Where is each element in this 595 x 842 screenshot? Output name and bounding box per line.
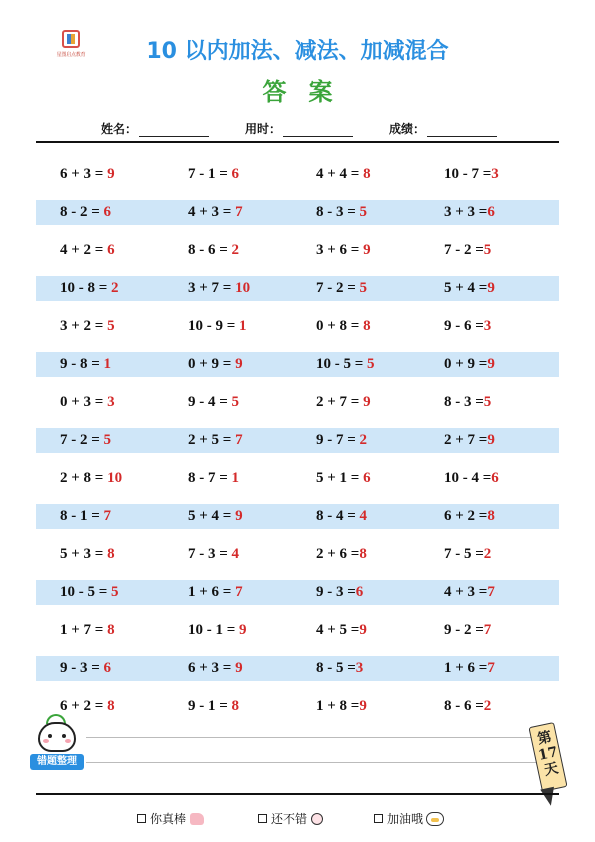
problem-row <box>36 618 559 643</box>
checkbox-great[interactable] <box>137 814 146 823</box>
problem-cell <box>60 618 115 643</box>
problem-cell <box>188 656 243 681</box>
rating-good-label: 还不错 <box>271 812 308 826</box>
problem-cell <box>444 466 499 491</box>
problem-answer: 1 <box>231 470 240 486</box>
problem-answer: 2 <box>231 242 240 258</box>
problem-cell <box>60 504 111 529</box>
problem-question: 10 - 7 = <box>444 166 492 182</box>
problem-question: 9 - 4 = <box>188 394 232 410</box>
rating-cheer[interactable] <box>374 810 444 827</box>
problem-question: 4 + 5 = <box>316 622 360 638</box>
problem-question: 7 - 1 = <box>188 166 232 182</box>
problem-cell <box>60 390 115 415</box>
problem-question: 8 - 3 = <box>316 204 360 220</box>
problem-question: 2 + 6 = <box>316 546 360 562</box>
problem-answer: 10 <box>107 470 123 486</box>
problem-question: 9 - 8 = <box>60 356 104 372</box>
problem-question: 10 - 1 = <box>188 622 240 638</box>
problem-answer: 6 <box>103 204 112 220</box>
problem-answer: 5 <box>483 394 492 410</box>
face-icon <box>311 813 323 825</box>
problem-cell <box>188 466 239 491</box>
problem-cell <box>444 542 491 567</box>
problem-answer: 3 <box>107 394 115 410</box>
problem-question: 6 + 3 = <box>60 166 108 182</box>
problem-cell <box>188 390 239 415</box>
problem-cell <box>60 428 111 453</box>
logo-text: 星图启点教育 <box>56 52 86 58</box>
problem-question: 9 - 3 = <box>316 584 356 600</box>
problem-row <box>36 276 559 301</box>
problem-cell <box>444 428 495 453</box>
problem-row <box>36 428 559 453</box>
problem-question: 10 - 5 = <box>316 356 368 372</box>
problem-answer: 3 <box>491 166 499 182</box>
problem-question: 8 - 5 = <box>316 660 356 676</box>
name-label: 姓名： <box>101 122 138 136</box>
problem-question: 5 + 1 = <box>316 470 364 486</box>
problem-cell <box>60 542 115 567</box>
problem-answer: 6 <box>491 470 499 486</box>
problem-answer: 5 <box>483 242 492 258</box>
problem-answer: 9 <box>107 166 115 182</box>
rating-great-label: 你真棒 <box>150 812 187 826</box>
problem-cell <box>188 428 243 453</box>
problem-cell <box>60 200 111 225</box>
problem-question: 3 + 7 = <box>188 280 236 296</box>
time-field <box>245 120 353 137</box>
problem-answer: 5 <box>111 584 119 600</box>
problem-cell <box>316 618 367 643</box>
problem-answer: 8 <box>363 166 371 182</box>
problem-question: 0 + 3 = <box>60 394 108 410</box>
problem-answer: 9 <box>487 432 495 448</box>
problem-answer: 4 <box>359 508 368 524</box>
problem-question: 2 + 7 = <box>316 394 364 410</box>
problem-answer: 1 <box>239 318 247 334</box>
problem-question: 9 - 7 = <box>316 432 360 448</box>
rating-cheer-label: 加油哦 <box>387 812 424 826</box>
problem-answer: 1 <box>103 356 112 372</box>
problem-question: 0 + 9 = <box>444 356 488 372</box>
problem-cell <box>444 618 491 643</box>
problem-cell <box>444 352 495 377</box>
problem-question: 6 + 2 = <box>444 508 488 524</box>
problem-row <box>36 200 559 225</box>
page-title: 10 以内加法、减法、加减混合 <box>146 39 449 64</box>
problem-answer: 6 <box>363 470 371 486</box>
mistakes-badge: 错题整理 <box>30 754 84 770</box>
problem-question: 3 + 2 = <box>60 318 108 334</box>
problem-answer: 5 <box>367 356 375 372</box>
problem-question: 8 - 4 = <box>316 508 360 524</box>
problem-row <box>36 390 559 415</box>
problem-row <box>36 694 559 719</box>
problem-cell <box>60 352 111 377</box>
problem-answer: 9 <box>235 660 243 676</box>
problem-cell <box>188 694 239 719</box>
problem-answer: 6 <box>355 584 364 600</box>
problem-cell <box>316 504 367 529</box>
problem-question: 4 + 3 = <box>188 204 236 220</box>
problem-question: 10 - 9 = <box>188 318 240 334</box>
problem-cell <box>316 580 363 605</box>
problem-cell <box>188 542 239 567</box>
problem-cell <box>316 428 367 453</box>
problem-answer: 8 <box>107 546 115 562</box>
problem-question: 7 - 2 = <box>60 432 104 448</box>
problem-cell <box>60 580 119 605</box>
problem-answer: 7 <box>483 622 492 638</box>
problem-cell <box>60 276 119 301</box>
problem-answer: 2 <box>111 280 119 296</box>
problem-answer: 9 <box>359 698 367 714</box>
problem-question: 9 - 3 = <box>60 660 104 676</box>
problem-question: 10 - 4 = <box>444 470 492 486</box>
problem-cell <box>60 238 115 263</box>
problem-question: 4 + 3 = <box>444 584 488 600</box>
problem-question: 2 + 7 = <box>444 432 488 448</box>
problem-answer: 5 <box>359 204 368 220</box>
problem-answer: 8 <box>231 698 240 714</box>
problem-answer: 6 <box>107 242 115 258</box>
problem-answer: 4 <box>231 546 240 562</box>
problem-answer: 9 <box>487 356 495 372</box>
problem-answer: 5 <box>107 318 115 334</box>
name-blank[interactable] <box>139 125 209 137</box>
problem-answer: 6 <box>103 660 112 676</box>
checkbox-good[interactable] <box>258 814 267 823</box>
problem-cell <box>444 162 499 187</box>
problem-answer: 8 <box>359 546 367 562</box>
score-blank[interactable] <box>427 125 497 137</box>
problem-answer: 5 <box>103 432 112 448</box>
problem-question: 8 - 3 = <box>444 394 484 410</box>
problem-question: 8 - 6 = <box>444 698 484 714</box>
problem-question: 3 + 6 = <box>316 242 364 258</box>
problem-cell <box>316 466 371 491</box>
problem-cell <box>316 276 367 301</box>
problem-question: 7 - 2 = <box>316 280 360 296</box>
rating-good[interactable] <box>258 810 323 827</box>
problem-row <box>36 314 559 339</box>
problem-answer: 6 <box>487 204 495 220</box>
problem-question: 1 + 6 = <box>444 660 488 676</box>
problem-question: 8 - 1 = <box>60 508 104 524</box>
problem-answer: 7 <box>487 584 495 600</box>
problem-question: 5 + 3 = <box>60 546 108 562</box>
problem-answer: 5 <box>359 280 368 296</box>
problem-cell <box>188 352 243 377</box>
name-field <box>101 120 209 137</box>
problem-row <box>36 504 559 529</box>
problem-cell <box>188 618 247 643</box>
problem-cell <box>444 390 491 415</box>
score-field <box>389 120 497 137</box>
problem-row <box>36 162 559 187</box>
problem-cell <box>316 238 371 263</box>
problem-question: 5 + 4 = <box>188 508 236 524</box>
problem-question: 8 - 6 = <box>188 242 232 258</box>
problem-cell <box>316 694 367 719</box>
problem-row <box>36 656 559 681</box>
problem-question: 0 + 8 = <box>316 318 364 334</box>
problem-answer: 5 <box>231 394 240 410</box>
problem-cell <box>444 200 495 225</box>
problem-cell <box>316 352 375 377</box>
problem-answer: 2 <box>483 546 492 562</box>
thumb-icon <box>190 813 204 825</box>
problem-cell <box>188 504 243 529</box>
problem-cell <box>60 314 115 339</box>
rating-great[interactable] <box>137 810 204 827</box>
page-subtitle: 答案 <box>262 78 355 106</box>
problem-cell <box>444 504 495 529</box>
problem-row <box>36 542 559 567</box>
score-label: 成绩： <box>389 122 426 136</box>
problem-answer: 3 <box>483 318 492 334</box>
problem-answer: 7 <box>103 508 112 524</box>
problem-question: 7 - 2 = <box>444 242 484 258</box>
problem-answer: 9 <box>363 394 371 410</box>
problem-cell <box>444 694 491 719</box>
bottom-divider <box>36 793 559 795</box>
problem-cell <box>444 580 495 605</box>
problem-question: 0 + 9 = <box>188 356 236 372</box>
problem-answer: 7 <box>235 584 243 600</box>
problem-row <box>36 238 559 263</box>
problem-cell <box>188 314 247 339</box>
problem-grid <box>36 162 559 732</box>
problem-answer: 6 <box>231 166 240 182</box>
problem-answer: 8 <box>107 622 115 638</box>
problem-question: 6 + 2 = <box>60 698 108 714</box>
problem-question: 10 - 8 = <box>60 280 112 296</box>
mistakes-line-1 <box>86 737 556 738</box>
problem-answer: 8 <box>487 508 495 524</box>
problem-question: 8 - 2 = <box>60 204 104 220</box>
problem-cell <box>444 276 495 301</box>
problem-cell <box>444 238 491 263</box>
problem-cell <box>444 656 495 681</box>
problem-question: 5 + 4 = <box>444 280 488 296</box>
problem-question: 3 + 3 = <box>444 204 488 220</box>
problem-cell <box>188 200 243 225</box>
problem-row <box>36 352 559 377</box>
day-label: 第17天 <box>536 729 560 779</box>
problem-row <box>36 580 559 605</box>
problem-answer: 7 <box>487 660 495 676</box>
problem-answer: 9 <box>359 622 367 638</box>
problem-cell <box>316 162 371 187</box>
time-blank[interactable] <box>283 125 353 137</box>
problem-question: 1 + 7 = <box>60 622 108 638</box>
problem-question: 1 + 6 = <box>188 584 236 600</box>
problem-question: 1 + 8 = <box>316 698 360 714</box>
problem-cell <box>188 580 243 605</box>
problem-question: 7 - 3 = <box>188 546 232 562</box>
problem-cell <box>316 656 363 681</box>
top-divider <box>36 141 559 143</box>
problem-row <box>36 466 559 491</box>
problem-answer: 2 <box>359 432 368 448</box>
problem-question: 4 + 4 = <box>316 166 364 182</box>
problem-answer: 9 <box>363 242 371 258</box>
problem-question: 7 - 5 = <box>444 546 484 562</box>
problem-answer: 9 <box>239 622 247 638</box>
problem-question: 9 - 2 = <box>444 622 484 638</box>
problem-answer: 8 <box>363 318 371 334</box>
problem-answer: 7 <box>235 204 243 220</box>
problem-question: 10 - 5 = <box>60 584 112 600</box>
problem-cell <box>188 162 239 187</box>
problem-question: 2 + 8 = <box>60 470 108 486</box>
problem-cell <box>60 162 115 187</box>
problem-question: 2 + 5 = <box>188 432 236 448</box>
problem-answer: 3 <box>355 660 364 676</box>
checkbox-cheer[interactable] <box>374 814 383 823</box>
problem-question: 4 + 2 = <box>60 242 108 258</box>
time-label: 用时： <box>245 122 282 136</box>
problem-answer: 10 <box>235 280 251 296</box>
problem-question: 9 - 1 = <box>188 698 232 714</box>
problem-answer: 8 <box>107 698 115 714</box>
mistakes-line-2 <box>86 762 556 763</box>
problem-cell <box>188 238 239 263</box>
problem-answer: 7 <box>235 432 243 448</box>
problem-cell <box>60 656 111 681</box>
problem-cell <box>60 466 122 491</box>
problem-answer: 9 <box>235 356 243 372</box>
problem-cell <box>316 542 367 567</box>
problem-cell <box>316 200 367 225</box>
problem-cell <box>316 314 371 339</box>
problem-answer: 9 <box>487 280 495 296</box>
problem-answer: 9 <box>235 508 243 524</box>
problem-cell <box>316 390 371 415</box>
problem-cell <box>188 276 250 301</box>
problem-question: 8 - 7 = <box>188 470 232 486</box>
problem-question: 6 + 3 = <box>188 660 236 676</box>
bunny-icon <box>426 812 444 826</box>
problem-cell <box>444 314 491 339</box>
problem-answer: 2 <box>483 698 492 714</box>
problem-question: 9 - 6 = <box>444 318 484 334</box>
